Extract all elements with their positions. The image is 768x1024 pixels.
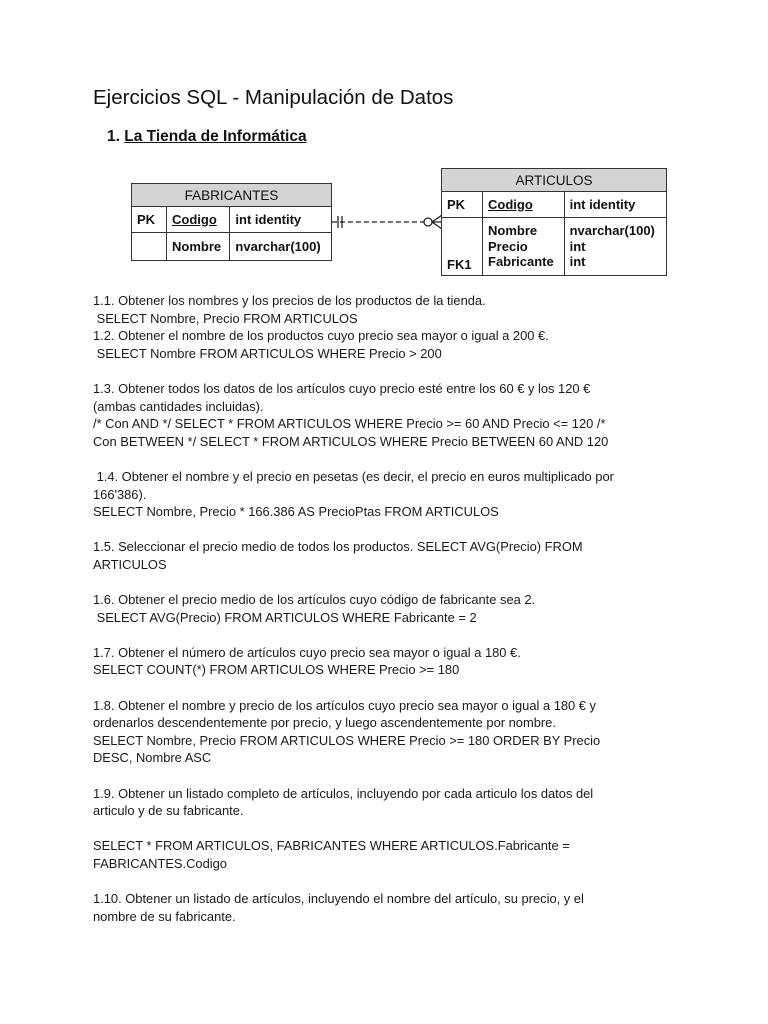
fabricantes-type: nvarchar(100) [230, 233, 332, 261]
text-line: SELECT Nombre, Precio * 166.386 AS PrecioPtas FROM ARTICULOS [93, 504, 499, 520]
optional-circle [424, 218, 432, 226]
text-line: SELECT Nombre, Precio FROM ARTICULOS [93, 310, 358, 326]
document-title: Ejercicios SQL - Manipulación de Datos [93, 86, 454, 109]
fabricantes-empty-key [132, 233, 167, 261]
section-title: La Tienda de Informática [124, 128, 307, 145]
articulos-header: ARTICULOS [442, 169, 667, 192]
text-line: SELECT Nombre, Precio FROM ARTICULOS WHERE Precio >= 180 ORDER BY Precio [93, 732, 601, 748]
articulos-fields [483, 218, 565, 276]
articulos-type: nvarchar(100) [569, 223, 655, 238]
text-line: nombre de su fabricante. [93, 908, 236, 924]
blank-line [93, 679, 683, 697]
text-line: 1.7. Obtener el número de artículos cuyo precio sea mayor o igual a 180 €. [93, 644, 521, 660]
blank-line [93, 626, 683, 644]
text-line: articulo y de su fabricante. [93, 803, 244, 819]
text-line: DESC, Nombre ASC [93, 750, 212, 766]
articulos-types [564, 218, 666, 276]
text-line: 1.10. Obtener un listado de artículos, incluyendo el nombre del artículo, su precio, y el [93, 891, 584, 907]
section-number: 1. [107, 128, 120, 145]
text-line: Con BETWEEN */ SELECT * FROM ARTICULOS WHERE Precio BETWEEN 60 AND 120 [93, 433, 609, 449]
text-line: 1.1. Obtener los nombres y los precios de los productos de la tienda. [93, 293, 486, 308]
text-line: 1.3. Obtener todos los datos de los artículos cuyo precio esté entre los 60 € y los 120 € [93, 380, 591, 396]
text-line: SELECT * FROM ARTICULOS, FABRICANTES WHERE ARTICULOS.Fabricante = [93, 838, 570, 854]
blank-line [93, 767, 683, 785]
blank-line [93, 450, 683, 468]
blank-line [93, 362, 683, 380]
text-line: 1.5. Seleccionar el precio medio de todos los productos. SELECT AVG(Precio) FROM [93, 539, 583, 555]
blank-line [93, 574, 683, 592]
text-line: SELECT Nombre FROM ARTICULOS WHERE Precio > 200 [93, 345, 442, 361]
articulos-entity [441, 168, 667, 276]
text-line: ARTICULOS [93, 556, 167, 572]
articulos-field: Nombre [488, 223, 538, 238]
text-line: ordenarlos descendentemente por precio, y luego ascendentemente por nombre. [93, 715, 556, 731]
text-line: /* Con AND */ SELECT * FROM ARTICULOS WHERE Precio >= 60 AND Precio <= 120 /* [93, 416, 606, 432]
articulos-type: int [569, 238, 586, 254]
fabricantes-entity [131, 183, 332, 261]
text-line: 166'386). [93, 486, 147, 502]
text-line: FABRICANTES.Codigo [93, 856, 227, 871]
articulos-fk-label: FK1 [442, 218, 483, 276]
text-line: 1.9. Obtener un listado completo de artículos, incluyendo por cada articulo los datos del [93, 785, 594, 801]
text-line: 1.6. Obtener el precio medio de los artículos cuyo código de fabricante sea 2. [93, 592, 536, 608]
text-line: 1.4. Obtener el nombre y el precio en pesetas (es decir, el precio en euros multiplicado por [93, 468, 614, 484]
articulos-pk-type: int identity [564, 192, 666, 218]
exercise-text [93, 292, 683, 925]
blank-line [93, 521, 683, 539]
articulos-pk-label: PK [442, 192, 483, 218]
text-line: SELECT COUNT(*) FROM ARTICULOS WHERE Precio >= 180 [93, 662, 460, 678]
blank-line [93, 873, 683, 891]
fabricantes-pk-type: int identity [230, 207, 332, 233]
text-line: 1.8. Obtener el nombre y precio de los artículos cuyo precio sea mayor o igual a 180 € y [93, 697, 597, 713]
articulos-type: int [569, 254, 586, 269]
fabricantes-header: FABRICANTES [132, 184, 332, 207]
fabricantes-pk-label: PK [132, 207, 167, 233]
text-line: (ambas cantidades incluidas). [93, 398, 264, 414]
text-line: 1.2. Obtener el nombre de los productos cuyo precio sea mayor o igual a 200 €. [93, 328, 549, 344]
fabricantes-field: Nombre [167, 233, 230, 261]
blank-line [93, 820, 683, 838]
relationship-connector [332, 210, 444, 234]
articulos-field: Fabricante [488, 254, 554, 269]
text-line: SELECT AVG(Precio) FROM ARTICULOS WHERE Fabricante = 2 [93, 609, 477, 625]
fabricantes-pk-field: Codigo [167, 207, 230, 233]
section-heading [107, 128, 307, 146]
articulos-field: Precio [488, 238, 528, 254]
articulos-pk-field: Codigo [483, 192, 565, 218]
